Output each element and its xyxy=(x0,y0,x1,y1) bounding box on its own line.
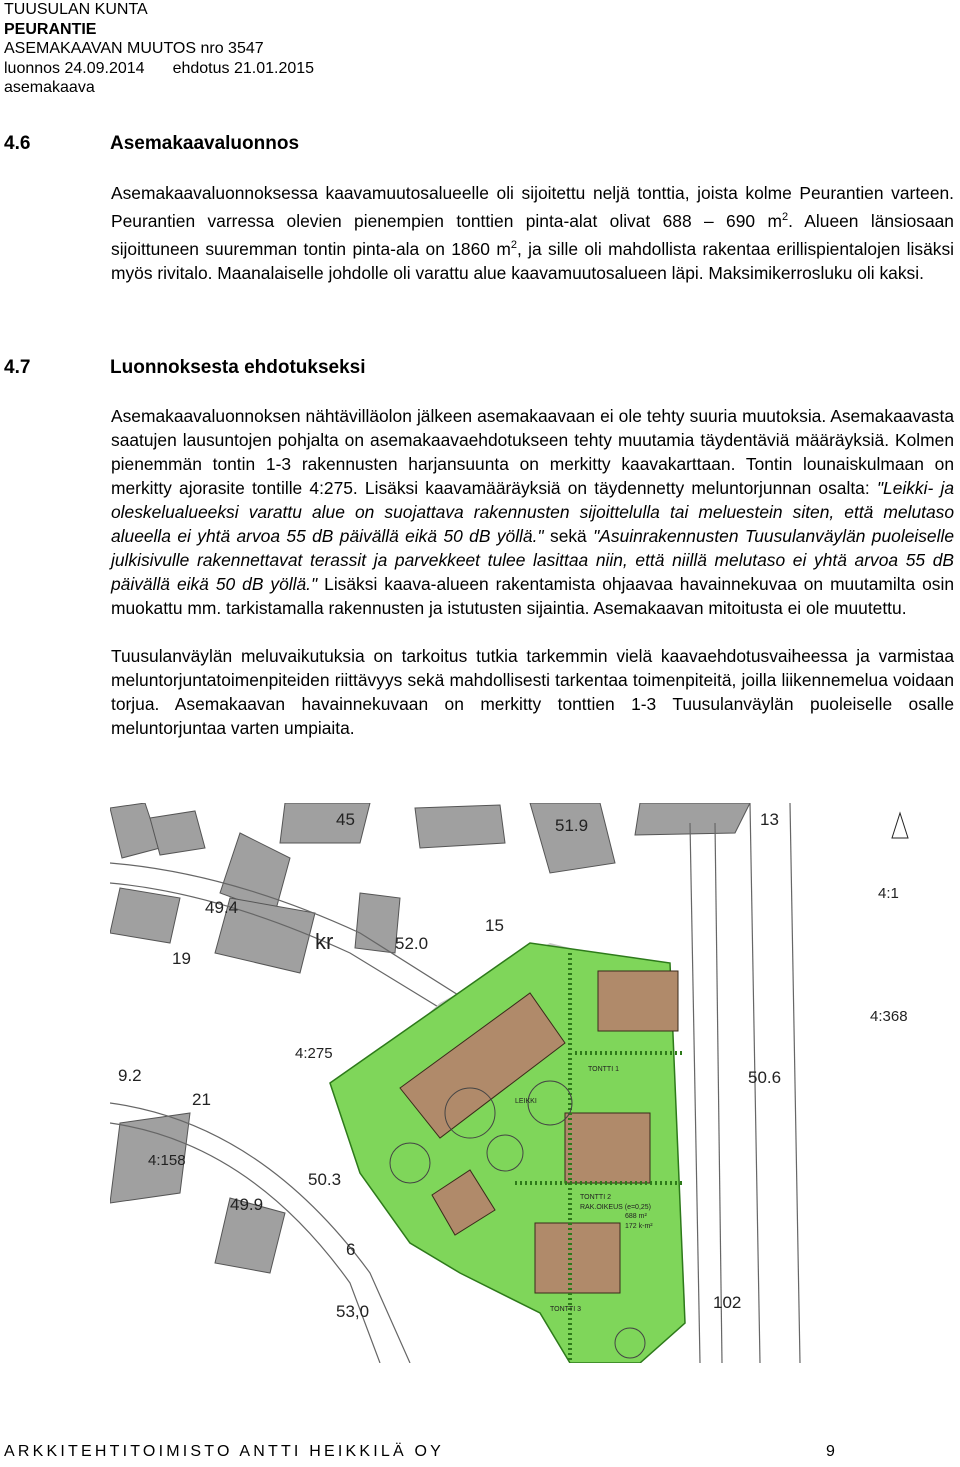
text-run: sekä xyxy=(543,526,594,546)
building-plot-1 xyxy=(598,971,678,1031)
section-number: 4.7 xyxy=(4,357,31,378)
map-label: 50.6 xyxy=(748,1068,782,1087)
map-label: 6 xyxy=(346,1240,356,1259)
document-header xyxy=(4,0,342,98)
superscript: 2 xyxy=(781,211,789,223)
map-label: 4:1 xyxy=(878,885,899,902)
building-plot-3 xyxy=(535,1223,620,1293)
map-label: 4:275 xyxy=(295,1045,333,1062)
building xyxy=(635,803,750,835)
map-label: 53,0 xyxy=(336,1302,370,1321)
paragraph xyxy=(111,404,954,620)
draft-date: luonnos 24.09.2014 xyxy=(4,59,145,77)
site-plan-map xyxy=(110,803,950,1363)
quote: "Leikki- ja oleskelualueeksi varattu alue on suojattava rakennusten sijoittelulla tai meluestein siten, että melutaso alueella ei yhtä arvoa 55 dB päivällä eikä 50 dB yöllä." xyxy=(111,478,954,546)
map-label: 9.2 xyxy=(118,1066,142,1085)
footer-office: ARKKITEHTITOIMISTO ANTTI HEIKKILÄ OY xyxy=(4,1443,445,1460)
superscript: 2 xyxy=(510,238,517,251)
map-label: 45 xyxy=(336,810,355,829)
map-label: kr xyxy=(315,929,334,954)
map-label: 50.3 xyxy=(308,1170,342,1189)
plot-label: TONTTI 1 xyxy=(588,1066,619,1073)
section-number: 4.6 xyxy=(4,133,31,154)
map-label: 4:158 xyxy=(148,1152,186,1169)
text-run: , ja sille oli mahdollista rakentaa erillispientalojen lisäksi myös rivitalo. Maanalaiselle johdolle oli varattu alue kaavamuutosalueen läpi. Maksimikerrosluku oli kaksi. xyxy=(111,238,954,283)
text-run: . Alueen länsiosaan sijoittuneen suuremman tontin pinta-ala on 1860 m xyxy=(111,210,954,259)
plot-label: RAK.OIKEUS (e=0,25) xyxy=(580,1204,652,1211)
section-4-7-body xyxy=(111,404,954,740)
map-label: 49.9 xyxy=(230,1195,264,1214)
map-label: 21 xyxy=(192,1090,211,1109)
paragraph: Tuusulanväylän meluvaikutuksia on tarkoitus tutkia tarkemmin vielä kaavaehdotusvaiheessa ja varmistaa meluntorjuntatoimenpiteiden riittävyys sekä mahdollisesti tarkentaa toimenpiteitä, joilla liikennemelua voidaan torjua. Asemakaavan havainnekuvaan on merkitty tonttien 1-3 Tuusulanväylän puoleiselle osalle meluntorjuntaa varten umpiaita. xyxy=(111,646,954,738)
map-label: 13 xyxy=(760,810,779,829)
section-title: Asemakaavaluonnos xyxy=(110,133,300,154)
quote: "Asuinrakennusten Tuusulanväylän puoleiselle julkisivulle rakennettavat terassit ja parvekkeet tulee lasittaa niin, että niillä melutaso ei yhtä arvoa 55 dB päivällä eikä 50 dB yöllä." xyxy=(111,526,954,594)
building xyxy=(415,805,505,848)
map-label: 15 xyxy=(485,916,504,935)
page-number: 9 xyxy=(826,1443,835,1460)
plot-label: TONTTI 2 xyxy=(580,1194,611,1201)
proposal-date: ehdotus 21.01.2015 xyxy=(172,59,315,77)
building xyxy=(150,811,205,855)
municipality: TUUSULAN KUNTA xyxy=(4,1,148,18)
map-label: 4:368 xyxy=(870,1008,908,1025)
plot-label: 172 k-m² xyxy=(625,1223,653,1230)
plan-number: ASEMAKAAVAN MUUTOS nro 3547 xyxy=(4,40,264,57)
plot-label: TONTTI 3 xyxy=(550,1306,581,1313)
map-label: 52.0 xyxy=(395,934,429,953)
map-label: 51.9 xyxy=(555,816,589,835)
text-run: Asemakaavaluonnoksen nähtävilläolon jälkeen asemakaavaan ei ole tehty suuria muutoksia. Asemakaavasta saatujen lausuntojen pohjalta on asemakaavaehdotukseen tehty muutamia täydentäviä määräyksiä. Kolmen pienemmän tontin 1-3 rakennusten harjansuunta on merkitty kaavakarttaan. Tontin lounaiskulmaan on merkitty ajorasite tontille 4:275. Lisäksi kaavamääräyksiä on täydennetty meluntorjunnan osalta: xyxy=(111,406,954,498)
area-name: PEURANTIE xyxy=(4,20,97,38)
plot-label: 688 m² xyxy=(625,1213,647,1220)
map-label: 49.4 xyxy=(205,898,239,917)
section-heading-4-7 xyxy=(4,357,366,379)
building xyxy=(280,803,370,843)
building-plot-2 xyxy=(565,1113,650,1183)
paragraph xyxy=(111,181,954,285)
text-run: Lisäksi kaava-alueen rakentamista ohjaavaa havainnekuvaa on muutamilta osin muokattu mm. tarkistamalla rakennusten ja istutusten sijaintia. Asemakaavan mitoitusta ei ole muutettu. xyxy=(111,574,954,618)
section-heading-4-6 xyxy=(4,133,299,155)
dates-row xyxy=(4,59,342,79)
section-4-6-body xyxy=(111,181,954,285)
document-type: asemakaava xyxy=(4,79,95,96)
plot-label: LEIKKI xyxy=(515,1098,537,1105)
section-title: Luonnoksesta ehdotukseksi xyxy=(110,357,366,378)
map-label: 102 xyxy=(713,1293,742,1312)
map-label: 19 xyxy=(172,949,191,968)
text-run: Asemakaavaluonnoksessa kaavamuutosalueelle oli sijoitettu neljä tonttia, joista kolme Peurantien varteen. Peurantien varressa olevien pienempien tonttien pinta-alat olivat 688 – 690 m xyxy=(111,183,954,231)
building xyxy=(110,888,180,943)
